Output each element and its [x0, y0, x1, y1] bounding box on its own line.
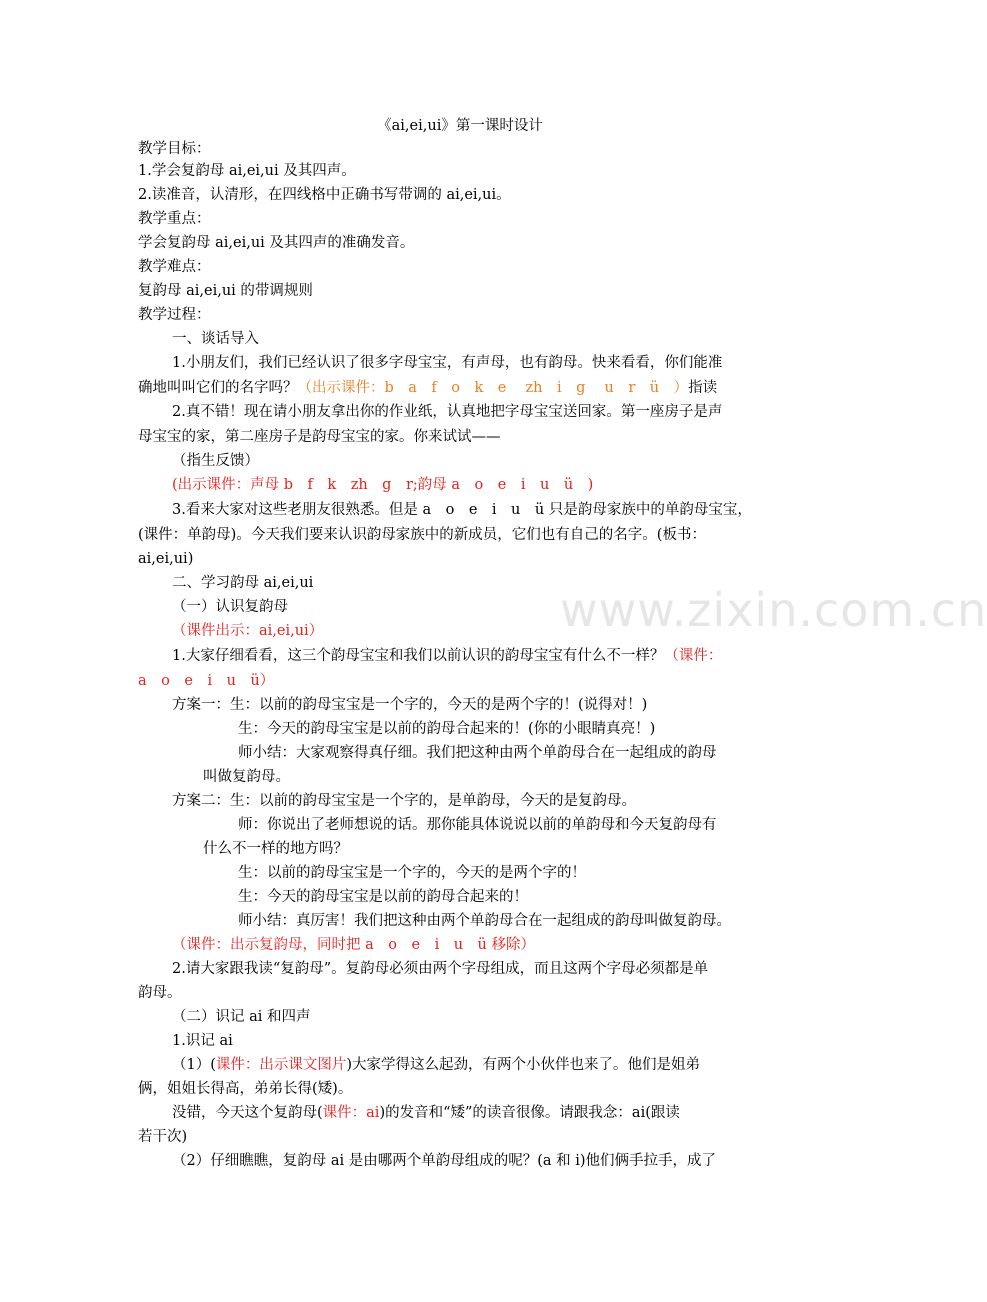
sub-heading: 二、学习韵母 ai,ei,ui: [172, 575, 314, 591]
text-line: 3.看来大家对这些老朋友很熟悉。但是 a o e i u ü 只是韵母家族中的单韵母宝宝，: [172, 502, 752, 518]
text-line: [172, 645, 722, 667]
text-line: 1.学会复韵母 ai,ei,ui 及其四声。: [138, 163, 356, 179]
text-segment: 确地叫叫它们的名字吗？: [138, 380, 298, 396]
courseware-note: a o e i u ü）: [138, 673, 275, 689]
text-line: [172, 1054, 700, 1076]
section-heading: 教学重点：: [138, 211, 211, 227]
text-line: 什么不一样的地方吗？: [203, 841, 348, 857]
text-line: (课件：单韵母)。今天我们要来认识韵母家族中的新成员，它们也有自己的名字。(板书：: [138, 527, 706, 543]
text-segment: )的发音和“矮”的读音很像。请跟我念：ai(跟读: [379, 1105, 680, 1121]
text-line: 叫做复韵母。: [203, 769, 290, 785]
text-line: 母宝宝的家，第二座房子是韵母宝宝的家。你来试试——: [138, 429, 501, 445]
text-line: 师小结：大家观察得真仔细。我们把这种由两个单韵母合在一起组成的韵母: [238, 745, 717, 761]
courseware-note: (出示课件：声母 b f k zh g r;韵母 a o e i u ü ): [172, 477, 594, 493]
text-segment: （1）(: [172, 1057, 216, 1073]
courseware-note: 课件：出示课文图片: [215, 1057, 347, 1073]
courseware-note: （课件：出示复韵母，同时把 a o e i u ü 移除）: [172, 937, 535, 953]
text-line: 师小结：真厉害！我们把这种由两个单韵母合在一起组成的韵母叫做复韵母。: [238, 913, 731, 929]
text-line: [138, 377, 717, 399]
sub-heading: 一、谈话导入: [172, 331, 259, 347]
section-heading: 教学过程：: [138, 307, 211, 323]
text-line: 生：今天的韵母宝宝是以前的韵母合起来的！: [238, 889, 528, 905]
text-line: 韵母。: [138, 985, 182, 1001]
text-line: 若干次): [138, 1129, 188, 1145]
text-segment: 指读: [688, 380, 718, 396]
watermark: www.zixin.com.cn: [560, 583, 987, 637]
text-line: 俩，姐姐长得高，弟弟长得(矮)。: [138, 1081, 353, 1097]
text-line: 学会复韵母 ai,ei,ui 及其四声的准确发音。: [138, 235, 415, 251]
courseware-note: （出示课件：b a f o k e zh i g u r ü ）: [297, 380, 689, 396]
text-line: 生：今天的韵母宝宝是以前的韵母合起来的！(你的小眼睛真亮！): [238, 721, 656, 737]
text-segment: )大家学得这么起劲，有两个小伙伴也来了。他们是姐弟: [346, 1057, 701, 1073]
text-line: [172, 1102, 680, 1124]
courseware-note: 课件：ai: [322, 1105, 380, 1121]
text-line: ai,ei,ui): [138, 551, 194, 567]
text-line: 方案一：生：以前的韵母宝宝是一个字的，今天的是两个字的！(说得对！): [172, 697, 648, 713]
section-heading: 教学难点：: [138, 259, 211, 275]
text-line: 2.读准音，认清形，在四线格中正确书写带调的 ai,ei,ui。: [138, 187, 511, 203]
doc-title: 《ai,ei,ui》第一课时设计: [377, 118, 543, 134]
text-line: （指生反馈）: [172, 453, 259, 469]
sub-heading: （二）识记 ai 和四声: [172, 1009, 311, 1025]
courseware-note: （课件出示：ai,ei,ui）: [172, 623, 324, 639]
text-line: 2.请大家跟我读“复韵母”。复韵母必须由两个字母组成，而且这两个字母必须都是单: [172, 961, 709, 977]
text-segment: 1.大家仔细看看，这三个韵母宝宝和我们以前认识的韵母宝宝有什么不一样？: [172, 648, 665, 664]
text-line: 复韵母 ai,ei,ui 的带调规则: [138, 283, 313, 299]
section-heading: 教学目标：: [138, 141, 211, 157]
sub-heading: （一）认识复韵母: [172, 599, 288, 615]
text-line: （2）仔细瞧瞧，复韵母 ai 是由哪两个单韵母组成的呢？(a 和 i)他们俩手拉手，成了: [172, 1153, 717, 1169]
text-line: 师：你说出了老师想说的话。那你能具体说说以前的单韵母和今天复韵母有: [238, 817, 717, 833]
courseware-note: （课件：: [664, 648, 723, 664]
text-line: 2.真不错！现在请小朋友拿出你的作业纸，认真地把字母宝宝送回家。第一座房子是声: [172, 404, 723, 420]
text-line: 1.小朋友们，我们已经认识了很多字母宝宝，有声母，也有韵母。快来看看，你们能准: [172, 355, 723, 371]
text-line: 1.识记 ai: [172, 1033, 233, 1049]
text-line: 方案二：生：以前的韵母宝宝是一个字的，是单韵母，今天的是复韵母。: [172, 793, 636, 809]
text-line: 生：以前的韵母宝宝是一个字的，今天的是两个字的！: [238, 865, 586, 881]
text-segment: 没错，今天这个复韵母(: [172, 1105, 323, 1121]
